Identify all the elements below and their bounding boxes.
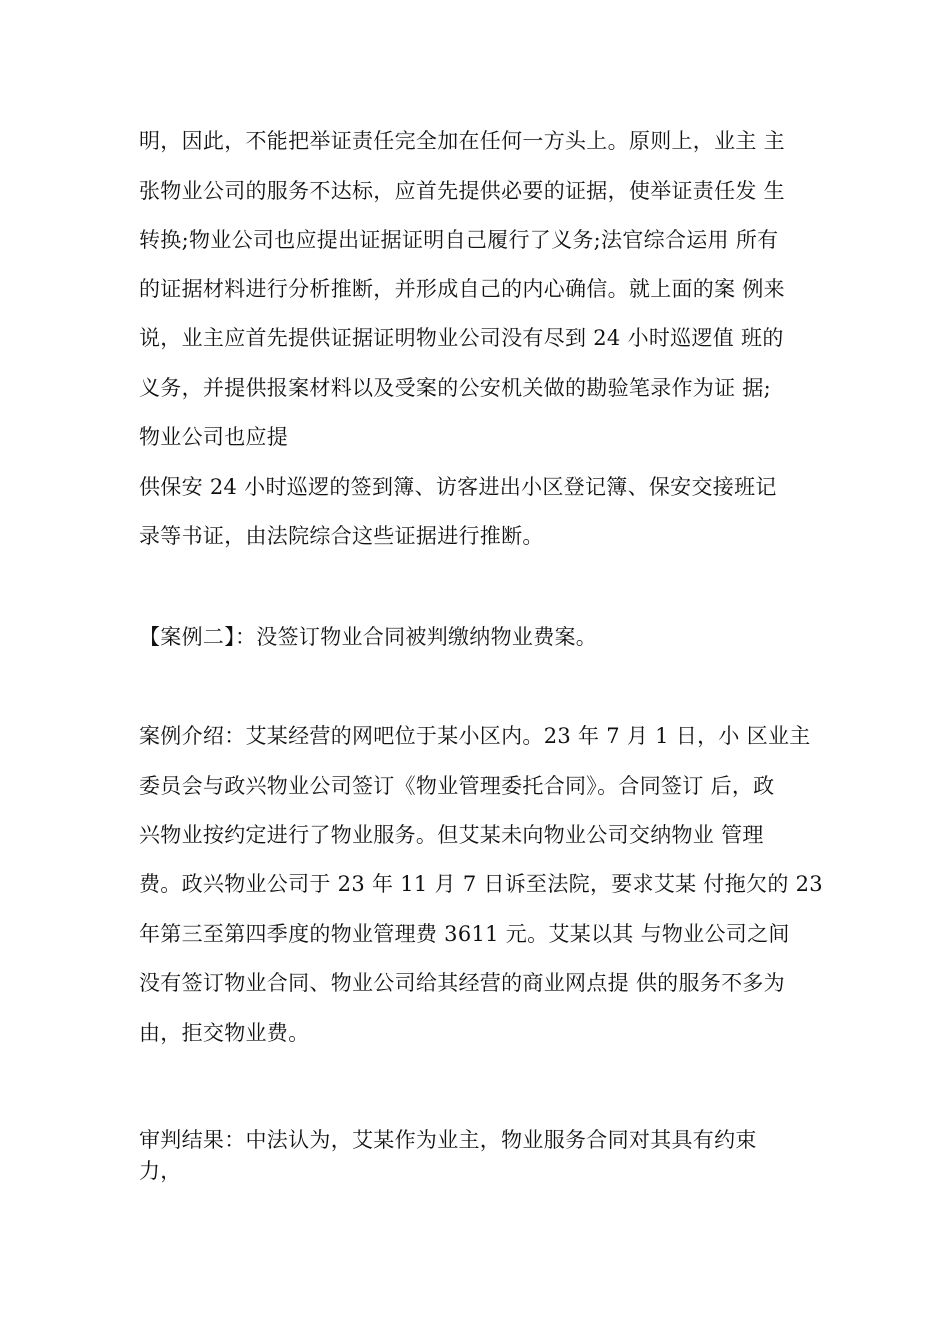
text-line: 录等书证，由法院综合这些证据进行推断。 (139, 524, 544, 548)
text-line: 年第三至第四季度的物业管理费 3611 元。艾某以其 与物业公司之间 (139, 922, 790, 946)
text-line: 明，因此，不能把举证责任完全加在任何一方头上。原则上，业主 主 (139, 129, 785, 153)
text-line: 力， (139, 1159, 182, 1183)
text-line: 供保安 24 小时巡逻的签到簿、访客进出小区登记簿、保安交接班记 (139, 475, 777, 499)
text-line: 委员会与政兴物业公司签订《物业管理委托合同》。合同签订 后，政 (139, 774, 775, 798)
text-line: 物业公司也应提 (139, 425, 289, 449)
text-line: 说，业主应首先提供证据证明物业公司没有尽到 24 小时巡逻值 班的 (139, 326, 784, 350)
text-line: 案例介绍：艾某经营的网吧位于某小区内。23 年 7 月 1 日，小 区业主 (139, 724, 811, 748)
text-line: 由，拒交物业费。 (139, 1021, 310, 1045)
case-heading: 【案例二】：没签订物业合同被判缴纳物业费案。 (139, 625, 598, 649)
text-line: 审判结果：中法认为，艾某作为业主，物业服务合同对其具有约束 (139, 1128, 757, 1152)
text-line: 的证据材料进行分析推断，并形成自己的内心确信。就上面的案 例来 (139, 277, 785, 301)
text-line: 费。政兴物业公司于 23 年 11 月 7 日诉至法院，要求艾某 付拖欠的 23 (139, 872, 823, 896)
text-line: 兴物业按约定进行了物业服务。但艾某未向物业公司交纳物业 管理 (139, 823, 764, 847)
text-line: 没有签订物业合同、物业公司给其经营的商业网点提 供的服务不多为 (139, 971, 785, 995)
text-line: 义务，并提供报案材料以及受案的公安机关做的勘验笔录作为证 据; (139, 376, 772, 400)
text-line: 转换;物业公司也应提出证据证明自己履行了义务;法官综合运用 所有 (139, 228, 779, 252)
text-line: 张物业公司的服务不达标，应首先提供必要的证据，使举证责任发 生 (139, 179, 785, 203)
